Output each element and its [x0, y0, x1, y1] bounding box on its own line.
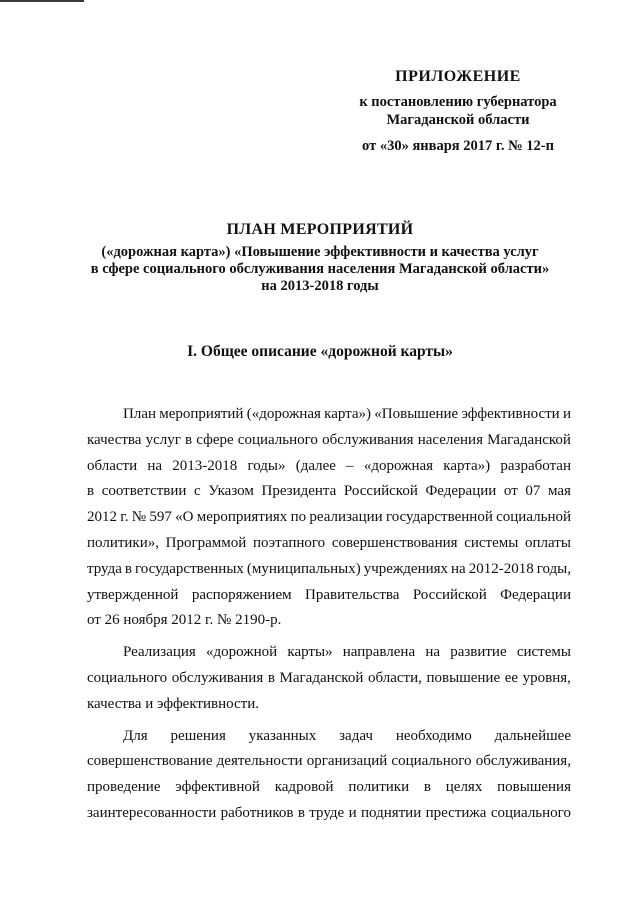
paragraph-line: Реализация «дорожной карты» направлена на развитие системы: [123, 644, 571, 661]
section-heading: I. Общее описание «дорожной карты»: [187, 343, 453, 360]
paragraph-line: области на 2013-2018 годы» (далее – «дорожная карта») разработан: [87, 457, 571, 474]
paragraph-line: качества услуг в сфере социального обслуживания населения Магаданской: [87, 431, 571, 448]
paragraph-line: План мероприятий («дорожная карта») «Повышение эффективности и: [123, 406, 571, 422]
appendix-header: [330, 66, 586, 155]
paragraph-line: 2012 г. № 597 «О мероприятиях по реализации государственной социальной: [87, 509, 571, 526]
paragraph-line: в соответствии с Указом Президента Российской Федерации от 07 мая: [87, 483, 571, 500]
appendix-line-2: Магаданской области: [386, 112, 530, 128]
paragraph-line: Для решения указанных задач необходимо дальнейшее: [123, 727, 571, 744]
paragraph-line: утвержденной распоряжением Правительства Российской Федерации: [87, 586, 571, 603]
appendix-date: от «30» января 2017 г. № 12-п: [362, 138, 554, 154]
plan-subtitle-line: в сфере социального обслуживания населения Магаданской области»: [90, 261, 550, 277]
plan-title: ПЛАН МЕРОПРИЯТИЙ: [226, 221, 414, 238]
paragraph-line: от 26 ноября 2012 г. № 2190-р.: [87, 612, 282, 629]
appendix-title: ПРИЛОЖЕНИЕ: [395, 68, 521, 85]
paragraph-line: политики», Программой поэтапного совершенствования системы оплаты: [87, 534, 571, 551]
body-text: [87, 402, 571, 827]
paragraph-line: заинтересованности работников в труде и поднятии престижа социального: [87, 804, 571, 821]
paragraph-line: совершенствование деятельности организаций социального обслуживания,: [87, 753, 571, 770]
appendix-line-1: к постановлению губернатора: [359, 94, 557, 110]
paragraph-line: социального обслуживания в Магаданской области, повышение ее уровня,: [87, 669, 571, 686]
paragraph-line: труда в государственных (муниципальных) учреждениях на 2012-2018 годы,: [87, 560, 571, 577]
paragraph-line: проведение эффективной кадровой политики в целях повышения: [87, 779, 571, 796]
plan-subtitle-line: («дорожная карта») «Повышение эффективности и качества услуг: [101, 244, 539, 260]
plan-subtitle-line: на 2013-2018 годы: [261, 278, 379, 294]
paragraph-line: качества и эффективности.: [87, 695, 259, 712]
plan-title-block: [60, 220, 580, 295]
top-edge-mark: [0, 0, 84, 2]
